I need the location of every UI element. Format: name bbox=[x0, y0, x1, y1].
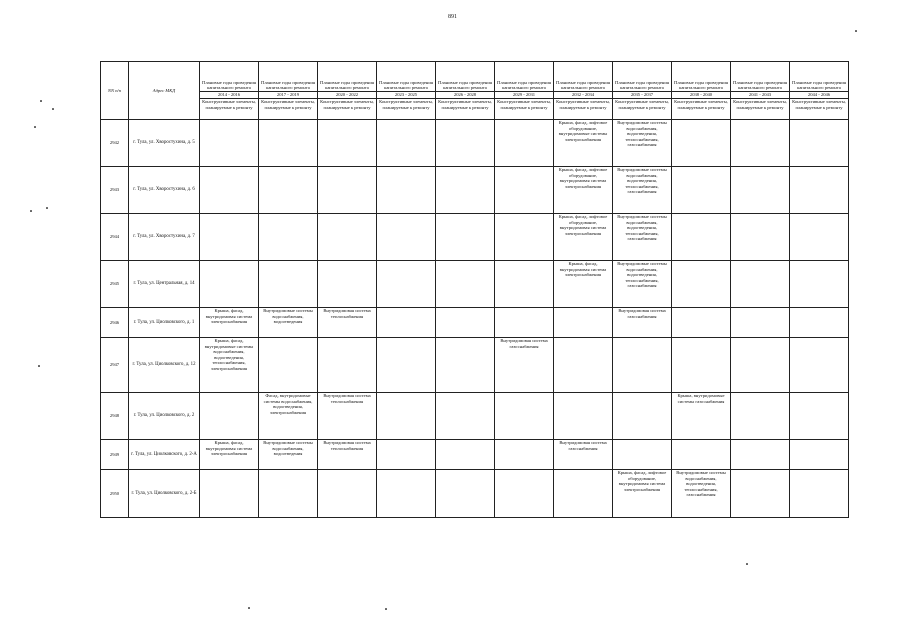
table-row bbox=[101, 120, 849, 167]
repair-elements-cell bbox=[318, 338, 377, 393]
header-address: Адрес МКД bbox=[129, 62, 200, 120]
repair-elements-cell bbox=[613, 393, 672, 440]
row-number: 2945 bbox=[101, 261, 129, 308]
repair-elements-cell bbox=[259, 338, 318, 393]
repair-elements-cell bbox=[790, 261, 849, 308]
repair-elements-cell bbox=[554, 470, 613, 518]
repair-elements-cell: Крыша, внутридомовые системы газоснабжения bbox=[672, 393, 731, 440]
header-elements: Конструктивные элементы, планируемые к ремонту bbox=[495, 99, 554, 120]
header-row-years bbox=[101, 92, 849, 99]
repair-elements-cell bbox=[436, 338, 495, 393]
repair-elements-cell bbox=[731, 167, 790, 214]
row-address: г. Тула, ул. Центральная, д. 14 bbox=[129, 261, 200, 308]
header-period-years: 2041 - 2043 bbox=[731, 92, 790, 99]
repair-elements-cell bbox=[436, 440, 495, 470]
repair-elements-cell bbox=[731, 120, 790, 167]
repair-elements-cell bbox=[200, 470, 259, 518]
repair-elements-cell bbox=[259, 120, 318, 167]
row-number: 2946 bbox=[101, 308, 129, 338]
repair-elements-cell bbox=[200, 393, 259, 440]
table-row bbox=[101, 440, 849, 470]
repair-elements-cell: Крыша, фасад, внутридомовая система электроснабжения bbox=[200, 440, 259, 470]
scan-speck bbox=[855, 30, 857, 32]
header-elements: Конструктивные элементы, планируемые к ремонту bbox=[613, 99, 672, 120]
header-elements: Конструктивные элементы, планируемые к ремонту bbox=[731, 99, 790, 120]
scan-speck bbox=[248, 607, 250, 609]
row-address: г. Тула, ул. Циолковского, д. 1 bbox=[129, 308, 200, 338]
repair-elements-cell bbox=[731, 261, 790, 308]
header-elements: Конструктивные элементы, планируемые к ремонту bbox=[554, 99, 613, 120]
repair-elements-cell: Крыша, фасад, лифтовое оборудование, внутридомовая система электроснабжения bbox=[554, 167, 613, 214]
repair-elements-cell: Внутридомовые системы водоснабжения, водоотведения, теплоснабжения, газоснабжения bbox=[613, 167, 672, 214]
scan-speck bbox=[34, 126, 36, 128]
repair-elements-cell: Крыша, фасад, внутридомовые системы водоснабжения, водоотведения, теплоснабжения, электроснабжения bbox=[200, 338, 259, 393]
row-address: г. Тула, ул. Циолковского, д. 2-Б bbox=[129, 470, 200, 518]
repair-elements-cell bbox=[672, 167, 731, 214]
header-elements: Конструктивные элементы, планируемые к ремонту bbox=[377, 99, 436, 120]
repair-elements-cell bbox=[672, 440, 731, 470]
header-row-elements bbox=[101, 99, 849, 120]
repair-elements-cell bbox=[731, 308, 790, 338]
repair-elements-cell bbox=[790, 214, 849, 261]
repair-elements-cell: Крыша, фасад, лифтовое оборудование, внутридомовая система электроснабжения bbox=[554, 214, 613, 261]
repair-elements-cell bbox=[495, 393, 554, 440]
repair-elements-cell bbox=[318, 167, 377, 214]
repair-elements-cell bbox=[377, 120, 436, 167]
scan-speck bbox=[385, 608, 387, 610]
header-period-title: Плановые годы проведения капитального ремонта bbox=[790, 62, 849, 92]
row-number: 2948 bbox=[101, 393, 129, 440]
table-row bbox=[101, 167, 849, 214]
header-period-title: Плановые годы проведения капитального ремонта bbox=[377, 62, 436, 92]
repair-elements-cell bbox=[731, 338, 790, 393]
repair-elements-cell: Внутридомовые системы водоснабжения, водоотведения bbox=[259, 440, 318, 470]
row-address: г. Тула, ул. Циолковского, д. 2 bbox=[129, 393, 200, 440]
repair-elements-cell bbox=[200, 214, 259, 261]
repair-elements-cell bbox=[200, 120, 259, 167]
repair-elements-cell bbox=[377, 338, 436, 393]
repair-elements-cell: Крыша, фасад, внутридомовая система электроснабжения bbox=[200, 308, 259, 338]
repair-elements-cell: Внутридомовые системы водоснабжения, водоотведения, теплоснабжения, газоснабжения bbox=[613, 120, 672, 167]
repair-elements-cell bbox=[377, 167, 436, 214]
header-period-years: 2044 - 2046 bbox=[790, 92, 849, 99]
scan-speck bbox=[40, 100, 42, 102]
repair-elements-cell bbox=[259, 167, 318, 214]
repair-elements-cell bbox=[790, 470, 849, 518]
repair-elements-cell bbox=[436, 167, 495, 214]
row-address: г. Тула, ул. Хворостухина, д. 5 bbox=[129, 120, 200, 167]
header-period-years: 2014 - 2016 bbox=[200, 92, 259, 99]
header-period-years: 2026 - 2028 bbox=[436, 92, 495, 99]
repair-elements-cell bbox=[377, 261, 436, 308]
repair-elements-cell bbox=[554, 308, 613, 338]
row-address: г. Тула, ул. Хворостухина, д. 6 bbox=[129, 167, 200, 214]
scan-speck bbox=[30, 210, 32, 212]
repair-elements-cell bbox=[790, 120, 849, 167]
repair-elements-cell bbox=[377, 214, 436, 261]
repair-elements-cell bbox=[318, 120, 377, 167]
header-period-title: Плановые годы проведения капитального ремонта bbox=[200, 62, 259, 92]
repair-elements-cell bbox=[672, 120, 731, 167]
header-elements: Конструктивные элементы, планируемые к ремонту bbox=[790, 99, 849, 120]
repair-elements-cell bbox=[790, 338, 849, 393]
scan-speck bbox=[46, 207, 48, 209]
header-period-title: Плановые годы проведения капитального ремонта bbox=[318, 62, 377, 92]
repair-elements-cell bbox=[318, 261, 377, 308]
table-row bbox=[101, 338, 849, 393]
repair-elements-cell bbox=[672, 214, 731, 261]
repair-elements-cell bbox=[495, 214, 554, 261]
header-period-years: 2038 - 2040 bbox=[672, 92, 731, 99]
header-period-title: Плановые годы проведения капитального ремонта bbox=[554, 62, 613, 92]
repair-elements-cell: Внутридомовые системы водоснабжения, водоотведения bbox=[259, 308, 318, 338]
repair-elements-cell bbox=[200, 167, 259, 214]
repair-elements-cell bbox=[436, 261, 495, 308]
table-body bbox=[101, 62, 849, 518]
header-elements: Конструктивные элементы, планируемые к ремонту bbox=[672, 99, 731, 120]
repair-elements-cell: Фасад, внутридомовые системы водоснабжения, водоотведения, электроснабжения bbox=[259, 393, 318, 440]
header-elements: Конструктивные элементы, планируемые к ремонту bbox=[436, 99, 495, 120]
table-row bbox=[101, 393, 849, 440]
repair-elements-cell bbox=[200, 261, 259, 308]
repair-elements-cell: Внутридомовые системы водоснабжения, водоотведения, теплоснабжения, газоснабжения bbox=[672, 470, 731, 518]
repair-elements-cell: Внутридомовая система газоснабжения bbox=[613, 308, 672, 338]
repair-elements-cell bbox=[318, 214, 377, 261]
header-elements: Конструктивные элементы, планируемые к ремонту bbox=[259, 99, 318, 120]
header-period-title: Плановые годы проведения капитального ремонта bbox=[613, 62, 672, 92]
header-period-years: 2032 - 2034 bbox=[554, 92, 613, 99]
row-address: г. Тула, ул. Хворостухина, д. 7 bbox=[129, 214, 200, 261]
repair-elements-cell bbox=[259, 261, 318, 308]
repair-elements-cell bbox=[790, 393, 849, 440]
repair-elements-cell bbox=[790, 167, 849, 214]
repair-elements-cell bbox=[495, 261, 554, 308]
header-period-title: Плановые годы проведения капитального ремонта bbox=[259, 62, 318, 92]
repair-elements-cell bbox=[377, 470, 436, 518]
scan-speck bbox=[52, 108, 54, 110]
repair-elements-cell bbox=[613, 338, 672, 393]
repair-elements-cell bbox=[613, 440, 672, 470]
repair-elements-cell bbox=[672, 308, 731, 338]
repair-elements-cell bbox=[495, 120, 554, 167]
row-number: 2942 bbox=[101, 120, 129, 167]
header-period-years: 2029 - 2031 bbox=[495, 92, 554, 99]
page-number: 891 bbox=[448, 14, 457, 20]
repair-elements-cell: Внутридомовые системы водоснабжения, водоотведения, теплоснабжения, газоснабжения bbox=[613, 214, 672, 261]
row-number: 2949 bbox=[101, 440, 129, 470]
header-number: NN п/п bbox=[101, 62, 129, 120]
repair-elements-cell bbox=[554, 393, 613, 440]
row-address: г. Тула, ул. Циолковского, д. 12 bbox=[129, 338, 200, 393]
repair-elements-cell bbox=[436, 470, 495, 518]
table-row bbox=[101, 261, 849, 308]
repair-elements-cell bbox=[731, 470, 790, 518]
repair-elements-cell: Внутридомовая система теплоснабжения bbox=[318, 393, 377, 440]
repair-elements-cell bbox=[259, 214, 318, 261]
header-period-years: 2023 - 2025 bbox=[377, 92, 436, 99]
repair-elements-cell bbox=[731, 440, 790, 470]
scan-speck bbox=[746, 563, 748, 565]
table-row bbox=[101, 308, 849, 338]
repair-elements-cell: Внутридомовые системы водоснабжения, водоотведения, теплоснабжения, газоснабжения bbox=[613, 261, 672, 308]
row-address: г. Тула, ул. Циолковского, д. 2-А bbox=[129, 440, 200, 470]
row-number: 2943 bbox=[101, 167, 129, 214]
repair-elements-cell bbox=[377, 393, 436, 440]
row-number: 2950 bbox=[101, 470, 129, 518]
repair-elements-cell bbox=[790, 308, 849, 338]
repair-elements-cell: Крыша, фасад, внутридомовая система электроснабжения bbox=[554, 261, 613, 308]
repair-elements-cell bbox=[436, 120, 495, 167]
repair-elements-cell bbox=[495, 167, 554, 214]
header-period-title: Плановые годы проведения капитального ремонта bbox=[672, 62, 731, 92]
repair-elements-cell: Внутридомовая система газоснабжения bbox=[495, 338, 554, 393]
repair-elements-cell bbox=[554, 338, 613, 393]
table-row bbox=[101, 470, 849, 518]
repair-elements-cell bbox=[436, 393, 495, 440]
repair-elements-cell: Крыша, фасад, лифтовое оборудование, внутридомовая система электроснабжения bbox=[613, 470, 672, 518]
repair-elements-cell bbox=[731, 214, 790, 261]
repair-elements-cell: Внутридомовая система теплоснабжения bbox=[318, 308, 377, 338]
table-row bbox=[101, 214, 849, 261]
header-elements: Конструктивные элементы, планируемые к ремонту bbox=[200, 99, 259, 120]
repair-elements-cell bbox=[495, 440, 554, 470]
repair-elements-cell bbox=[259, 470, 318, 518]
capital-repair-plan-table bbox=[100, 61, 849, 518]
header-period-title: Плановые годы проведения капитального ремонта bbox=[731, 62, 790, 92]
repair-elements-cell: Крыша, фасад, лифтовое оборудование, внутридомовые системы электроснабжения bbox=[554, 120, 613, 167]
repair-elements-cell bbox=[436, 214, 495, 261]
repair-elements-cell: Внутридомовая система газоснабжения bbox=[554, 440, 613, 470]
repair-elements-cell: Внутридомовая система теплоснабжения bbox=[318, 440, 377, 470]
row-number: 2944 bbox=[101, 214, 129, 261]
scan-speck bbox=[38, 365, 40, 367]
repair-elements-cell bbox=[672, 338, 731, 393]
repair-elements-cell bbox=[377, 308, 436, 338]
repair-elements-cell bbox=[377, 440, 436, 470]
repair-elements-cell bbox=[495, 308, 554, 338]
header-elements: Конструктивные элементы, планируемые к ремонту bbox=[318, 99, 377, 120]
repair-elements-cell bbox=[318, 470, 377, 518]
repair-elements-cell bbox=[436, 308, 495, 338]
row-number: 2947 bbox=[101, 338, 129, 393]
header-period-years: 2035 - 2037 bbox=[613, 92, 672, 99]
repair-elements-cell bbox=[672, 261, 731, 308]
header-period-title: Плановые годы проведения капитального ремонта bbox=[495, 62, 554, 92]
repair-elements-cell bbox=[790, 440, 849, 470]
repair-elements-cell bbox=[495, 470, 554, 518]
header-period-years: 2020 - 2022 bbox=[318, 92, 377, 99]
repair-elements-cell bbox=[731, 393, 790, 440]
header-row-periods bbox=[101, 62, 849, 92]
header-period-years: 2017 - 2019 bbox=[259, 92, 318, 99]
header-period-title: Плановые годы проведения капитального ремонта bbox=[436, 62, 495, 92]
